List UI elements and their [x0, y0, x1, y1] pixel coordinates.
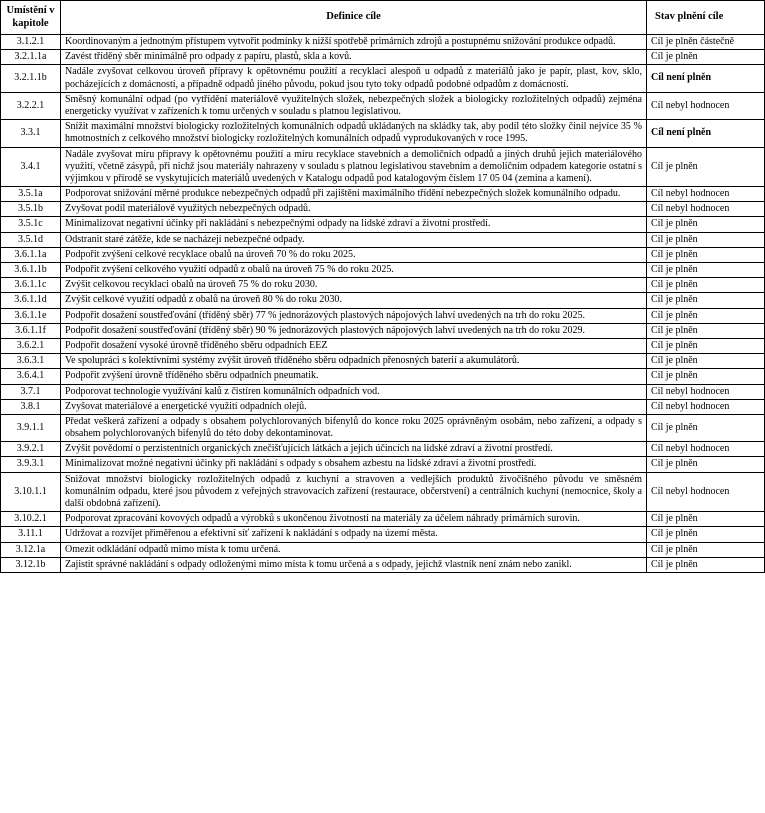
goal-status-cell: Cíl je plněn — [647, 50, 765, 65]
table-row — [1, 308, 765, 323]
table-row — [1, 50, 765, 65]
goal-status-cell: Cíl je plněn — [647, 263, 765, 278]
table-row — [1, 323, 765, 338]
section-number-cell: 3.5.1d — [1, 232, 61, 247]
header-definition: Definice cíle — [61, 1, 647, 35]
goal-definition-cell: Podpořit dosažení soustřeďování (tříděný sběr) 90 % jednorázových plastových nápojových lahví uvedených na trh do roku 2029. — [61, 323, 647, 338]
goal-definition-cell: Udržovat a rozvíjet přiměřenou a efektivní síť zařízení k nakládání s odpady na území města. — [61, 527, 647, 542]
section-number-cell: 3.5.1c — [1, 217, 61, 232]
goal-definition-cell: Ve spolupráci s kolektivními systémy zvýšit úroveň tříděného sběru odpadních přenosných baterií a akumulátorů. — [61, 354, 647, 369]
section-number-cell: 3.6.3.1 — [1, 354, 61, 369]
section-number-cell: 3.6.1.1a — [1, 247, 61, 262]
section-number-cell: 3.6.1.1c — [1, 278, 61, 293]
header-section: Umístění v kapitole — [1, 1, 61, 35]
table-row — [1, 278, 765, 293]
section-number-cell: 3.9.1.1 — [1, 414, 61, 441]
section-number-cell: 3.6.1.1b — [1, 263, 61, 278]
table-row — [1, 232, 765, 247]
section-number-cell: 3.4.1 — [1, 147, 61, 187]
goal-definition-cell: Podpořit zvýšení úrovně tříděného sběru odpadních pneumatik. — [61, 369, 647, 384]
goal-definition-cell: Omezit odkládání odpadů mimo místa k tomu určená. — [61, 542, 647, 557]
goal-status-cell: Cíl je plněn částečně — [647, 35, 765, 50]
goal-status-cell: Cíl je plněn — [647, 232, 765, 247]
section-number-cell: 3.6.4.1 — [1, 369, 61, 384]
goal-definition-cell: Podpořit dosažení vysoké úrovně tříděného sběru odpadních EEZ — [61, 338, 647, 353]
goal-status-cell: Cíl je plněn — [647, 457, 765, 472]
goal-definition-cell: Nadále zvyšovat míru přípravy k opětovnému použití a míru recyklace stavebních a demoličních odpadů a jiných druhů jejich materiálového využití, včetně zásypů, při nichž jsou materiály nahrazeny v souladu s platnou legislativou stavebním a demoličním odpadem kategorie ostatní s výjimkou v přírodě se vyskytujících materiálů uvedených v Katalogu odpadů pod katalogovým číslem 17 05 04 (zemina a kamení). — [61, 147, 647, 187]
section-number-cell: 3.6.2.1 — [1, 338, 61, 353]
goal-status-cell: Cíl je plněn — [647, 354, 765, 369]
table-row — [1, 92, 765, 119]
goal-definition-cell: Podpořit zvýšení celkové recyklace obalů na úroveň 70 % do roku 2025. — [61, 247, 647, 262]
goal-status-cell: Cíl je plněn — [647, 338, 765, 353]
goal-status-cell: Cíl nebyl hodnocen — [647, 384, 765, 399]
goal-definition-cell: Předat veškerá zařízení a odpady s obsahem polychlorovaných bifenylů do konce roku 2025 oprávněným osobám, nebo zařízení, a odpady s obsahem polychlorovaných bifenylů do této doby dekontaminovat. — [61, 414, 647, 441]
goal-definition-cell: Podpořit zvýšení celkového využití odpadů z obalů na úroveň 75 % do roku 2025. — [61, 263, 647, 278]
goal-status-cell: Cíl je plněn — [647, 557, 765, 572]
table-row — [1, 247, 765, 262]
table-row — [1, 527, 765, 542]
table-row — [1, 369, 765, 384]
section-number-cell: 3.12.1a — [1, 542, 61, 557]
goal-definition-cell: Podporovat technologie využívání kalů z čistíren komunálních odpadních vod. — [61, 384, 647, 399]
header-status: Stav plnění cíle — [647, 1, 765, 35]
goal-definition-cell: Odstranit staré zátěže, kde se nacházejí nebezpečné odpady. — [61, 232, 647, 247]
goal-definition-cell: Koordinovaným a jednotným přístupem vytvořit podmínky k nižší spotřebě primárních zdrojů a postupnému snižování produkce odpadů. — [61, 35, 647, 50]
table-row — [1, 399, 765, 414]
table-row — [1, 557, 765, 572]
goal-status-cell: Cíl je plněn — [647, 278, 765, 293]
goal-status-cell: Cíl je plněn — [647, 247, 765, 262]
table-row — [1, 187, 765, 202]
goal-definition-cell: Zvýšit celkovou recyklaci obalů na úroveň 75 % do roku 2030. — [61, 278, 647, 293]
goal-definition-cell: Směsný komunální odpad (po vytřídění materiálově využitelných složek, nebezpečných složek a biologicky rozložitelných odpadů) zejména energeticky využívat v zařízeních k tomu určených v souladu s platnou legislativou. — [61, 92, 647, 119]
table-row — [1, 384, 765, 399]
goal-definition-cell: Zvýšit celkové využití odpadů z obalů na úroveň 80 % do roku 2030. — [61, 293, 647, 308]
section-number-cell: 3.6.1.1e — [1, 308, 61, 323]
section-number-cell: 3.5.1a — [1, 187, 61, 202]
goal-status-cell: Cíl je plněn — [647, 369, 765, 384]
section-number-cell: 3.8.1 — [1, 399, 61, 414]
section-number-cell: 3.12.1b — [1, 557, 61, 572]
goal-status-cell: Cíl je plněn — [647, 308, 765, 323]
goal-status-cell: Cíl je plněn — [647, 542, 765, 557]
table-row — [1, 217, 765, 232]
section-number-cell: 3.2.1.1a — [1, 50, 61, 65]
goal-status-cell: Cíl nebyl hodnocen — [647, 472, 765, 512]
goal-status-cell: Cíl nebyl hodnocen — [647, 202, 765, 217]
section-number-cell: 3.6.1.1d — [1, 293, 61, 308]
table-row — [1, 512, 765, 527]
section-number-cell: 3.1.2.1 — [1, 35, 61, 50]
goal-status-cell: Cíl je plněn — [647, 414, 765, 441]
section-number-cell: 3.3.1 — [1, 120, 61, 147]
goal-definition-cell: Podporovat snižování měrné produkce nebezpečných odpadů při zajištění maximálního třídění nebezpečných složek komunálního odpadu. — [61, 187, 647, 202]
goal-status-cell: Cíl nebyl hodnocen — [647, 92, 765, 119]
table-row — [1, 293, 765, 308]
table-row — [1, 542, 765, 557]
goal-definition-cell: Podpořit dosažení soustřeďování (tříděný sběr) 77 % jednorázových plastových nápojových lahví uvedených na trh do roku 2025. — [61, 308, 647, 323]
section-number-cell: 3.10.1.1 — [1, 472, 61, 512]
table-row — [1, 442, 765, 457]
section-number-cell: 3.7.1 — [1, 384, 61, 399]
goal-status-cell: Cíl není plněn — [647, 120, 765, 147]
table-row — [1, 147, 765, 187]
goal-definition-cell: Zvýšit povědomí o perzistentních organických znečišťujících látkách a jejich účincích na lidské zdraví a životní prostředí. — [61, 442, 647, 457]
section-number-cell: 3.9.2.1 — [1, 442, 61, 457]
goal-status-cell: Cíl je plněn — [647, 147, 765, 187]
goal-status-cell: Cíl je plněn — [647, 323, 765, 338]
goal-status-cell: Cíl nebyl hodnocen — [647, 187, 765, 202]
table-row — [1, 35, 765, 50]
header-row — [1, 1, 765, 35]
goal-definition-cell: Snížit maximální množství biologicky rozložitelných komunálních odpadů ukládaných na skládky tak, aby podíl této složky činil nejvíce 35 % hmotnostních z celkového množství biologicky rozložitelných komunálních odpadů vyprodukovaných v roce 1995. — [61, 120, 647, 147]
section-number-cell: 3.2.2.1 — [1, 92, 61, 119]
section-number-cell: 3.10.2.1 — [1, 512, 61, 527]
goal-status-cell: Cíl je plněn — [647, 293, 765, 308]
section-number-cell: 3.11.1 — [1, 527, 61, 542]
goal-status-cell: Cíl není plněn — [647, 65, 765, 92]
goal-definition-cell: Podporovat zpracování kovových odpadů a výrobků s ukončenou životností na materiály za účelem náhrady primárních surovin. — [61, 512, 647, 527]
goal-definition-cell: Minimalizovat možné negativní účinky při nakládání s odpady s obsahem azbestu na lidské zdraví a životní prostředí. — [61, 457, 647, 472]
goal-definition-cell: Zvyšovat materiálové a energetické využití odpadních olejů. — [61, 399, 647, 414]
goal-status-cell: Cíl je plněn — [647, 217, 765, 232]
table-row — [1, 472, 765, 512]
section-number-cell: 3.9.3.1 — [1, 457, 61, 472]
goal-definition-cell: Zvyšovat podíl materiálově využitých nebezpečných odpadů. — [61, 202, 647, 217]
table-row — [1, 414, 765, 441]
goal-status-cell: Cíl nebyl hodnocen — [647, 399, 765, 414]
table-row — [1, 354, 765, 369]
goal-definition-cell: Minimalizovat negativní účinky při nakládání s nebezpečnými odpady na lidské zdraví a životní prostředí. — [61, 217, 647, 232]
section-number-cell: 3.5.1b — [1, 202, 61, 217]
section-number-cell: 3.6.1.1f — [1, 323, 61, 338]
table-row — [1, 120, 765, 147]
table-body — [1, 35, 765, 573]
goal-status-cell: Cíl nebyl hodnocen — [647, 442, 765, 457]
goal-definition-cell: Snižovat množství biologicky rozložitelných odpadů z kuchyní a stravoven a vedlejších produktů živočišného původu ve směsném komunálním odpadu, které jsou původem z veřejných stravovacích zařízení (restaurace, občerstvení) a centrálních kuchyní (nemocnice, školy a další obdobná zařízení). — [61, 472, 647, 512]
goal-status-cell: Cíl je plněn — [647, 512, 765, 527]
goal-status-cell: Cíl je plněn — [647, 527, 765, 542]
section-number-cell: 3.2.1.1b — [1, 65, 61, 92]
goal-definition-cell: Nadále zvyšovat celkovou úroveň přípravy k opětovnému použití a recyklaci alespoň u odpadů z materiálů jako je papír, plast, kov, sklo, pocházejících z domácností, a případně odpadů jiného původu, pokud jsou tyto toky odpadů podobné odpadům z domácností. — [61, 65, 647, 92]
table-row — [1, 263, 765, 278]
goal-definition-cell: Zavést tříděný sběr minimálně pro odpady z papíru, plastů, skla a kovů. — [61, 50, 647, 65]
table-row — [1, 457, 765, 472]
goal-definition-cell: Zajistit správné nakládání s odpady odloženými mimo místa k tomu určená a s odpady, jejichž vlastník není znám nebo zanikl. — [61, 557, 647, 572]
table-row — [1, 65, 765, 92]
table-row — [1, 202, 765, 217]
table-row — [1, 338, 765, 353]
